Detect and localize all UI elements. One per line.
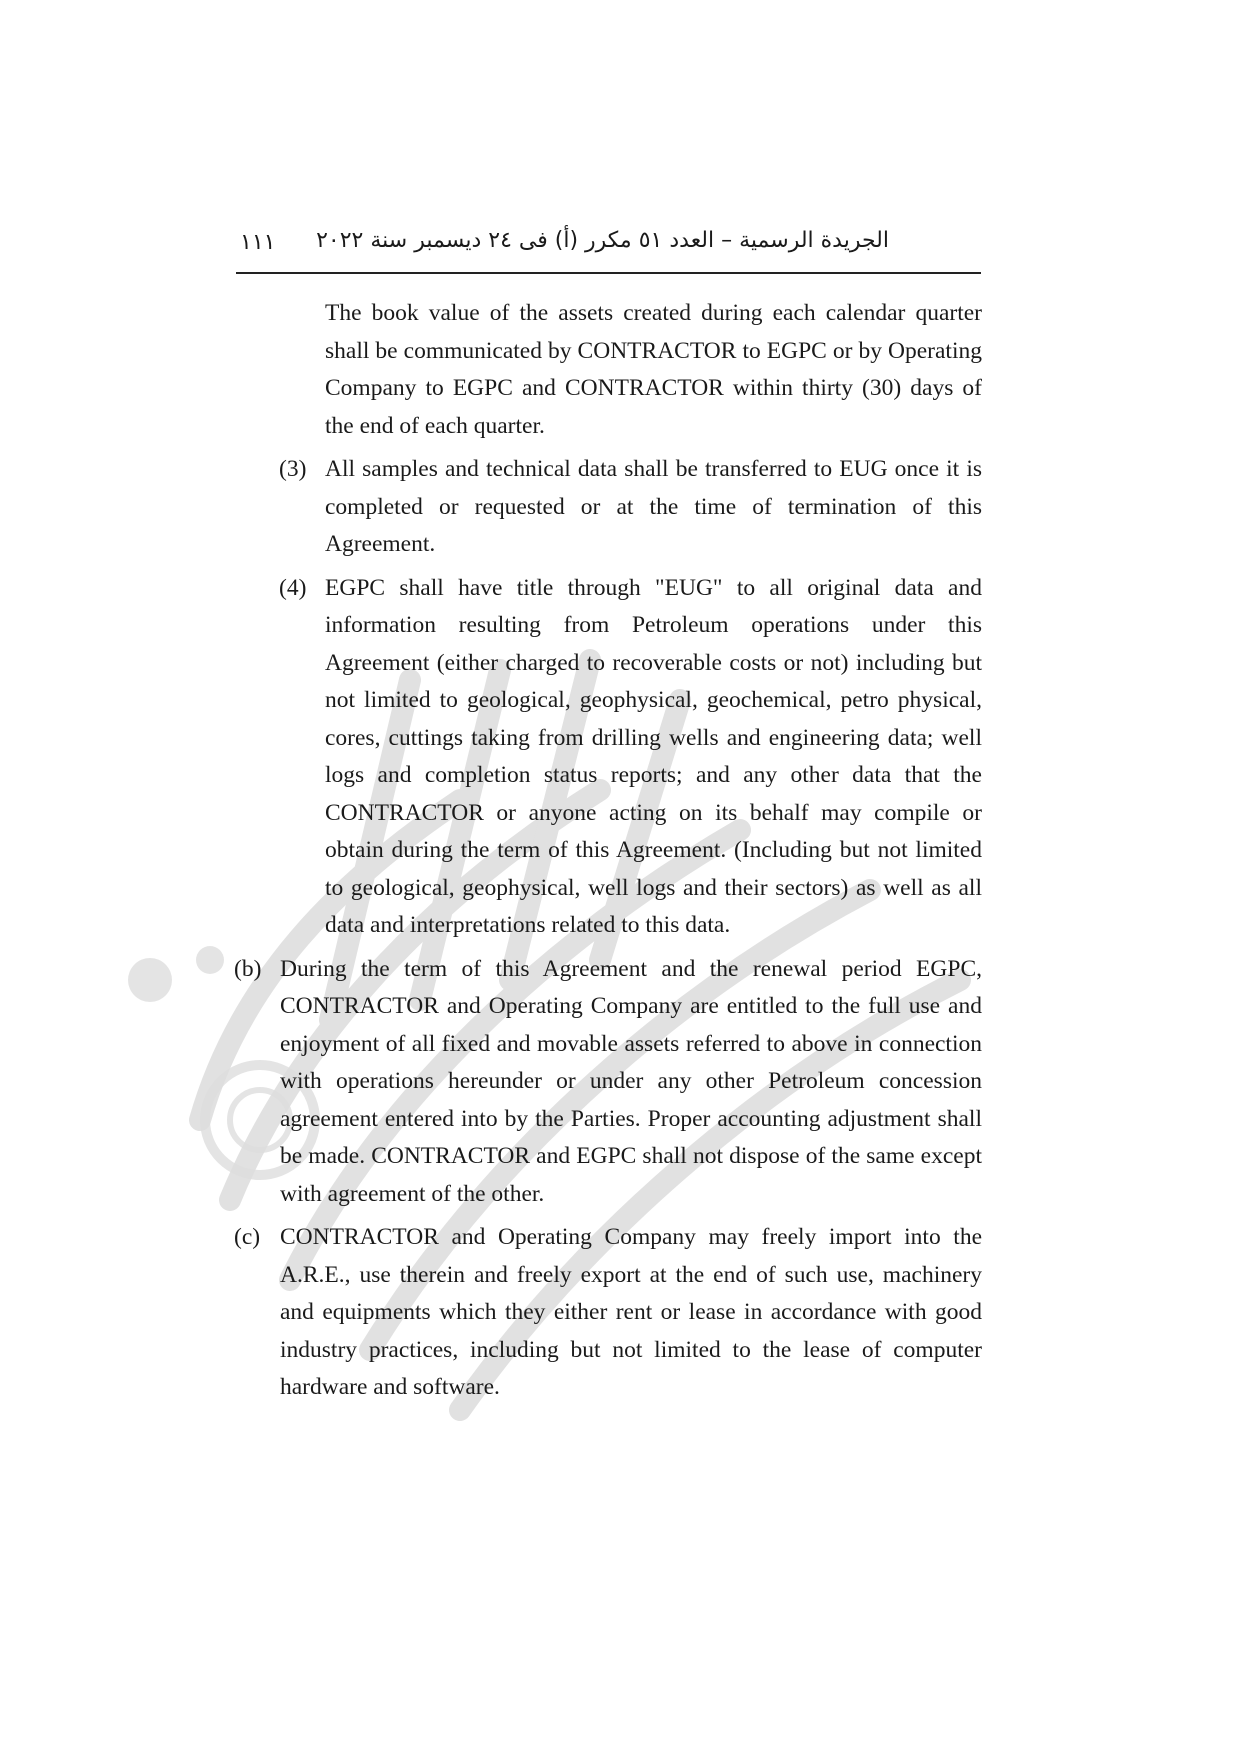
list-item-3 [279, 451, 982, 564]
list-item-b [234, 951, 982, 1214]
list-marker: (3) [279, 456, 307, 482]
list-marker: (b) [234, 955, 262, 982]
page-number: ١١١ [240, 230, 276, 255]
list-item-text: EGPC shall have title through "EUG" to all original data and information resulting from Petroleum operations under this Agreement (either charged to recoverable costs or not) including but not limited to geological, geophysical, geochemical, petro physical, cores, cuttings taking from drilling wells and engineering data; well logs and completion status reports; and any other data that the CONTRACTOR or anyone acting on its behalf may compile or obtain during the term of this Agreement. (Including but not limited to geological, geophysical, well logs and their sectors) as well as all data and interpretations related to this data. [325, 574, 982, 938]
list-marker: (c) [234, 1224, 261, 1250]
gazette-title: الجريدة الرسمية – العدد ٥١ مكرر (أ) فى ٢٤ ديسمبر سنة ٢٠٢٢ [316, 228, 889, 253]
paragraph-continuation: The book value of the assets created during each calendar quarter shall be communicated by CONTRACTOR to EGPC or by Operating Company to EGPC and CONTRACTOR within thirty (30) days of the end of each quarter. [325, 300, 982, 439]
page-header [236, 228, 981, 274]
list-item-text: During the term of this Agreement and the renewal period EGPC, CONTRACTOR and Operating Company are entitled to the full use and enjoyment of all fixed and movable assets referred to above in connection with operations hereunder or under any other Petroleum concession agreement entered into by the Parties. Proper accounting adjustment shall be made. CONTRACTOR and EGPC shall not dispose of the same except with agreement of the other. [280, 955, 982, 1207]
list-item-text: All samples and technical data shall be transferred to EUG once it is completed or requested or at the time of termination of this Agreement. [325, 456, 982, 557]
list-item-4 [279, 570, 982, 945]
list-item-c [234, 1219, 982, 1407]
document-body [234, 295, 982, 1413]
list-item-text: CONTRACTOR and Operating Company may freely import into the A.R.E., use therein and freely export at the end of such use, machinery and equipments which they either rent or lease in accordance with good industry practices, including but not limited to the lease of computer hardware and software. [280, 1224, 982, 1400]
list-marker: (4) [279, 574, 307, 601]
